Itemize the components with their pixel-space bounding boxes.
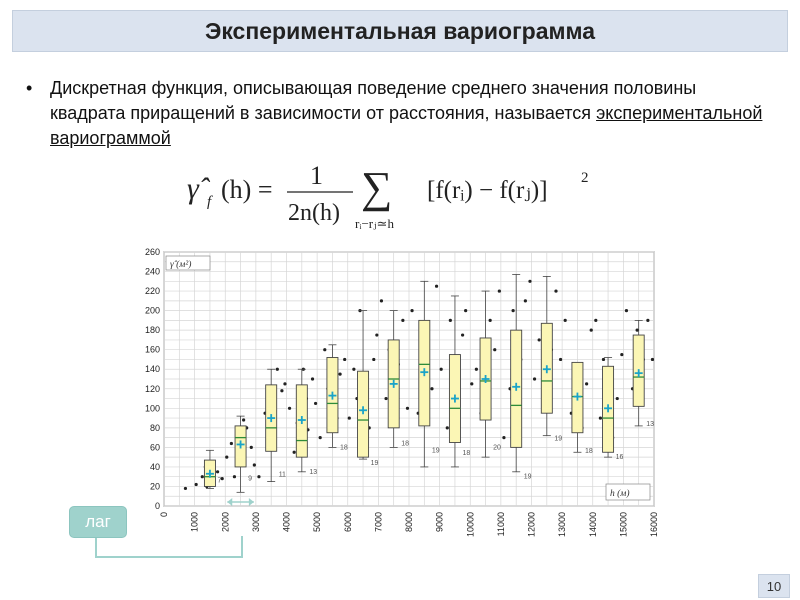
x-tick-label: 3000 bbox=[250, 512, 261, 533]
data-point bbox=[475, 368, 478, 371]
data-point bbox=[590, 329, 593, 332]
data-point bbox=[195, 483, 198, 486]
box-count-label: 19 bbox=[370, 459, 379, 467]
x-tick-label: 7000 bbox=[373, 512, 384, 533]
variogram-formula bbox=[175, 158, 615, 234]
data-point bbox=[446, 426, 449, 429]
box-count-label: 20 bbox=[493, 444, 501, 452]
data-point bbox=[498, 289, 501, 292]
box-count-label: 7 bbox=[217, 477, 222, 485]
box-count-label: 19 bbox=[554, 435, 563, 443]
data-point bbox=[323, 348, 326, 351]
data-point bbox=[283, 382, 286, 385]
lag-connector-line bbox=[95, 536, 243, 558]
data-point bbox=[585, 382, 588, 385]
bullet-marker: • bbox=[26, 78, 33, 98]
x-tick-label: 15000 bbox=[618, 512, 629, 538]
data-point bbox=[651, 358, 654, 361]
slide-title-bar bbox=[12, 10, 788, 52]
data-point bbox=[512, 309, 515, 312]
x-tick-label: 0 bbox=[159, 512, 169, 518]
box-count-label: 19 bbox=[431, 447, 440, 455]
data-point bbox=[440, 368, 443, 371]
data-point bbox=[288, 407, 291, 410]
data-point bbox=[338, 373, 341, 376]
data-point bbox=[184, 487, 187, 490]
y-tick-label: 40 bbox=[149, 461, 160, 472]
y-tick-label: 140 bbox=[144, 364, 160, 375]
x-tick-label: 2000 bbox=[220, 512, 231, 533]
x-tick-label: 14000 bbox=[587, 512, 598, 538]
box-count-label: 16 bbox=[615, 454, 624, 462]
x-tick-label: 1000 bbox=[189, 512, 200, 533]
y-tick-label: 180 bbox=[144, 325, 160, 336]
data-point bbox=[449, 319, 452, 322]
data-point bbox=[406, 407, 409, 410]
data-point bbox=[461, 333, 464, 336]
data-point bbox=[502, 436, 505, 439]
y-tick-label: 260 bbox=[144, 247, 160, 257]
x-tick-label: 4000 bbox=[281, 512, 292, 533]
data-point bbox=[276, 368, 279, 371]
data-point bbox=[250, 446, 253, 449]
data-point bbox=[372, 358, 375, 361]
data-point bbox=[233, 475, 236, 478]
data-point bbox=[253, 463, 256, 466]
box-count-label: 19 bbox=[523, 473, 532, 481]
data-point bbox=[343, 358, 346, 361]
y-tick-label: 220 bbox=[144, 286, 160, 297]
data-point bbox=[242, 418, 245, 421]
formula-gamma-sub: f bbox=[207, 194, 212, 210]
data-point bbox=[538, 338, 541, 341]
data-point bbox=[311, 377, 314, 380]
x-tick-label: 13000 bbox=[557, 512, 568, 538]
data-point bbox=[410, 309, 413, 312]
x-tick-label: 11000 bbox=[495, 512, 506, 537]
data-point bbox=[430, 387, 433, 390]
y-tick-label: 200 bbox=[144, 305, 160, 316]
page-number-text: 10 bbox=[766, 578, 782, 594]
x-tick-label: 9000 bbox=[434, 512, 445, 533]
data-point bbox=[348, 416, 351, 419]
definition-text bbox=[50, 76, 766, 151]
data-point bbox=[493, 348, 496, 351]
data-point bbox=[554, 289, 557, 292]
data-point bbox=[616, 397, 619, 400]
data-point bbox=[470, 382, 473, 385]
box-count-label: 11 bbox=[278, 471, 286, 479]
data-point bbox=[533, 377, 536, 380]
data-point bbox=[559, 358, 562, 361]
box-count-label: 18 bbox=[462, 450, 471, 458]
data-point bbox=[435, 285, 438, 288]
x-tick-label: 5000 bbox=[312, 512, 323, 533]
x-tick-label: 6000 bbox=[342, 512, 353, 533]
y-tick-label: 0 bbox=[154, 501, 160, 511]
x-tick-label: 16000 bbox=[649, 512, 659, 538]
data-point bbox=[625, 309, 628, 312]
data-point bbox=[230, 442, 233, 445]
lag-badge bbox=[69, 506, 127, 538]
y-tick-label: 20 bbox=[149, 481, 160, 492]
data-point bbox=[620, 353, 623, 356]
data-point bbox=[257, 475, 260, 478]
y-tick-label: 240 bbox=[144, 266, 160, 277]
data-point bbox=[646, 319, 649, 322]
slide-title: Экспериментальная вариограмма bbox=[204, 17, 596, 44]
formula-sum-index: rᵢ−rⱼ≃h bbox=[355, 216, 394, 231]
data-point bbox=[216, 470, 219, 473]
x-axis-label: h (м) bbox=[610, 489, 630, 499]
data-point bbox=[352, 368, 355, 371]
box-count-label: 9 bbox=[248, 475, 252, 483]
data-point bbox=[528, 280, 531, 283]
data-point bbox=[380, 299, 383, 302]
formula-lhs-arg: (h) = bbox=[221, 175, 273, 204]
data-point bbox=[401, 319, 404, 322]
definition-bullet bbox=[26, 76, 766, 151]
formula-sum-symbol: ∑ bbox=[361, 163, 393, 212]
formula-denominator: 2n(h) bbox=[288, 200, 340, 226]
data-point bbox=[293, 451, 296, 454]
data-point bbox=[280, 389, 283, 392]
x-tick-label: 10000 bbox=[465, 512, 476, 538]
definition-term: экспериментальной вариограммой bbox=[50, 103, 763, 148]
formula-exponent: 2 bbox=[581, 170, 589, 186]
page-number bbox=[758, 574, 790, 598]
formula-numerator: 1 bbox=[310, 161, 323, 190]
data-point bbox=[384, 397, 387, 400]
y-tick-label: 100 bbox=[144, 403, 160, 414]
data-point bbox=[524, 299, 527, 302]
box-count-label: 18 bbox=[584, 448, 593, 456]
data-point bbox=[225, 456, 228, 459]
box-count-label: 13 bbox=[309, 468, 318, 476]
formula-summand: [f(rᵢ) − f(rⱼ)] bbox=[427, 177, 548, 204]
box-count-label: 18 bbox=[339, 444, 348, 452]
data-point bbox=[489, 319, 492, 322]
data-point bbox=[201, 475, 204, 478]
y-tick-label: 60 bbox=[149, 442, 160, 453]
x-tick-label: 8000 bbox=[404, 512, 414, 533]
box-count-label: 13 bbox=[646, 420, 654, 428]
data-point bbox=[594, 319, 597, 322]
y-tick-label: 160 bbox=[144, 344, 160, 355]
data-point bbox=[564, 319, 567, 322]
definition-plain: Дискретная функция, описывающая поведение среднего значения половины квадрата приращений в зависимости от расстояния, называется bbox=[50, 78, 697, 123]
y-axis-label: γ̂ (м²) bbox=[170, 260, 192, 270]
data-point bbox=[375, 333, 378, 336]
lag-label: лаг bbox=[85, 512, 111, 531]
box-count-label: 18 bbox=[401, 440, 409, 448]
data-point bbox=[319, 436, 322, 439]
data-point bbox=[599, 416, 602, 419]
variogram-box-chart bbox=[126, 246, 666, 546]
data-point bbox=[464, 309, 467, 312]
data-point bbox=[636, 329, 639, 332]
formula-gamma-hat: γ̂ bbox=[187, 172, 199, 205]
data-point bbox=[602, 358, 605, 361]
data-point bbox=[314, 402, 317, 405]
x-tick-label: 12000 bbox=[526, 512, 537, 538]
y-tick-label: 80 bbox=[149, 422, 160, 433]
y-tick-label: 120 bbox=[144, 383, 160, 394]
